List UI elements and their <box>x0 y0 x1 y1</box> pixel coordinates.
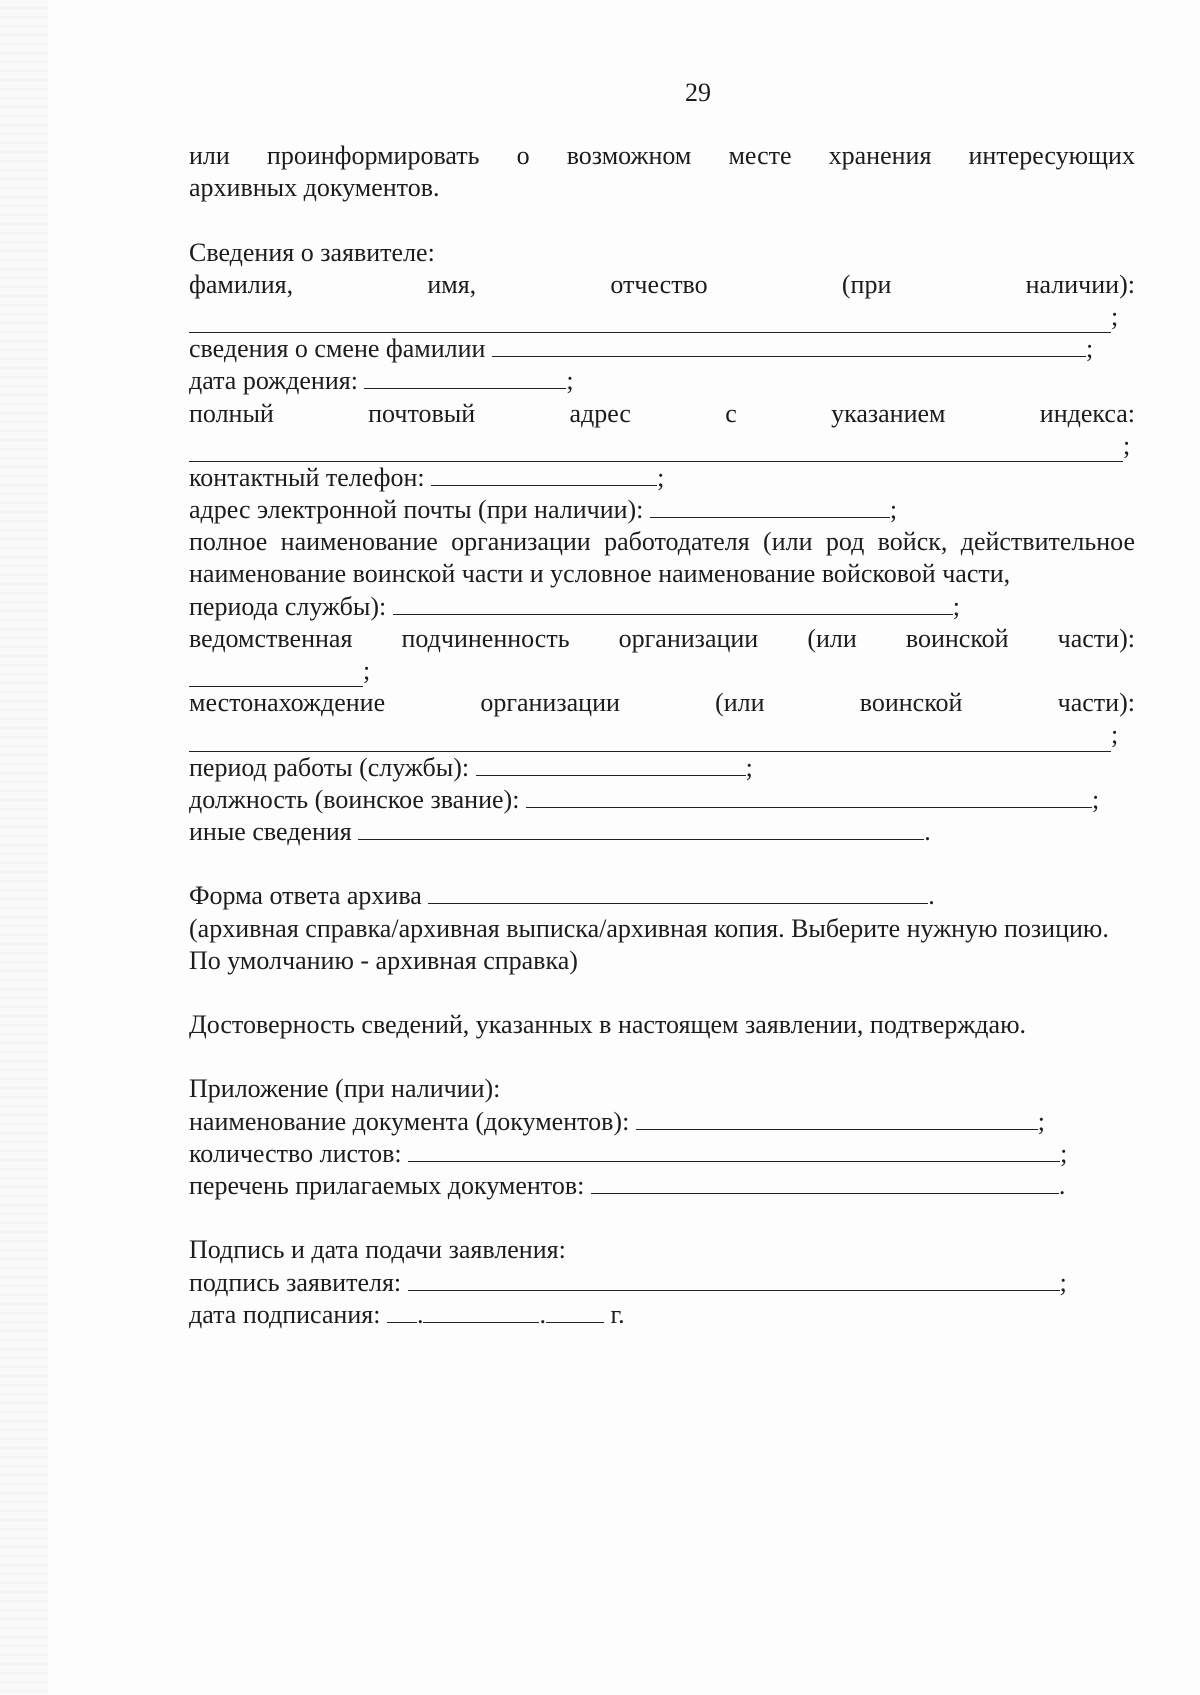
position-label: должность (воинское звание): <box>189 784 520 814</box>
date-separator: . <box>416 1299 424 1329</box>
address-word: индекса: <box>1039 398 1135 428</box>
field-end: ; <box>363 656 371 686</box>
location-field-row <box>189 719 1135 751</box>
subordination-word: воинской <box>905 623 1009 653</box>
position-line <box>189 784 1135 816</box>
field-end: ; <box>889 495 898 525</box>
date-year-field[interactable] <box>546 1300 604 1323</box>
email-field[interactable] <box>650 495 890 518</box>
field-end: ; <box>1091 784 1100 814</box>
location-word: (или <box>715 688 765 718</box>
location-word: воинской <box>859 688 963 718</box>
year-suffix: г. <box>610 1299 625 1329</box>
location-label-line <box>189 687 1135 719</box>
signing-date-line <box>189 1299 1135 1331</box>
response-form-line <box>189 880 1135 912</box>
intro-line-2: архивных документов. <box>189 173 440 203</box>
work-period-field[interactable] <box>476 753 746 776</box>
other-info-line <box>189 816 1135 848</box>
spacer <box>189 848 1135 880</box>
name-word: (при <box>841 269 892 299</box>
signature-label: подпись заявителя: <box>189 1267 402 1297</box>
intro-word: возможном <box>566 141 692 170</box>
field-end: ; <box>1123 430 1131 460</box>
birth-date-line <box>189 365 1135 397</box>
doc-name-label: наименование документа (документов): <box>189 1106 630 1136</box>
page-number: 29 <box>685 78 711 107</box>
birth-date-field[interactable] <box>364 366 566 389</box>
name-field-row <box>189 301 1135 333</box>
doc-name-field[interactable] <box>636 1107 1038 1130</box>
phone-label: контактный телефон: <box>189 462 425 492</box>
spacer <box>189 1202 1135 1234</box>
intro-word: или <box>189 141 230 170</box>
doc-list-label: перечень прилагаемых документов: <box>189 1171 585 1201</box>
sheets-label: количество листов: <box>189 1138 402 1168</box>
response-form-field[interactable] <box>428 881 928 904</box>
field-end: ; <box>952 591 960 621</box>
form-content <box>189 140 1135 1331</box>
subordination-word: части): <box>1057 623 1135 653</box>
address-word: указанием <box>831 398 946 428</box>
address-word: почтовый <box>368 398 476 428</box>
intro-word: проинформировать <box>266 141 480 170</box>
signature-field[interactable] <box>408 1268 1060 1291</box>
attachment-heading: Приложение (при наличии): <box>189 1074 501 1104</box>
subordination-word: подчиненность <box>401 623 570 653</box>
signature-heading: Подпись и дата подачи заявления: <box>189 1235 566 1265</box>
name-label-line <box>189 269 1135 301</box>
subordination-word: (или <box>807 623 857 653</box>
position-field[interactable] <box>526 785 1092 808</box>
address-word: полный <box>189 398 274 428</box>
confirmation-text: Достоверность сведений, указанных в настоящем заявлении, подтверждаю. <box>189 1010 1026 1040</box>
spacer <box>189 204 1135 236</box>
location-word: местонахождение <box>189 688 386 718</box>
postal-address-field[interactable] <box>189 439 1123 462</box>
surname-change-label: сведения о смене фамилии <box>189 334 486 364</box>
field-end: ; <box>1059 1267 1067 1297</box>
field-end: ; <box>1111 301 1119 331</box>
employer-field[interactable] <box>393 592 953 615</box>
surname-change-line <box>189 333 1135 365</box>
name-word: имя, <box>427 269 477 299</box>
email-line <box>189 494 1135 526</box>
scan-edge-artifact <box>0 0 48 1695</box>
address-label-line <box>189 398 1135 430</box>
address-field-row <box>189 430 1135 462</box>
intro-word: месте <box>728 141 792 170</box>
date-day-field[interactable] <box>387 1300 417 1323</box>
location-word: организации <box>480 688 620 718</box>
spacer <box>189 1041 1135 1073</box>
address-word: с <box>725 398 737 428</box>
name-word: наличии): <box>1025 269 1135 299</box>
service-period-line <box>189 591 1135 623</box>
field-end: . <box>928 881 935 911</box>
name-word: отчество <box>610 269 708 299</box>
birth-date-label: дата рождения: <box>189 366 358 396</box>
work-period-line <box>189 752 1135 784</box>
other-info-field[interactable] <box>358 817 924 840</box>
phone-field[interactable] <box>431 463 657 486</box>
doc-list-line <box>189 1170 1135 1202</box>
subordination-field[interactable] <box>189 664 363 687</box>
field-end: ; <box>566 366 574 396</box>
response-default: По умолчанию - архивная справка) <box>189 945 578 975</box>
location-field[interactable] <box>189 729 1111 752</box>
signature-line <box>189 1267 1135 1299</box>
surname-change-field[interactable] <box>492 334 1086 357</box>
address-word: адрес <box>569 398 631 428</box>
field-end: ; <box>745 752 753 782</box>
doc-name-line <box>189 1106 1135 1138</box>
work-period-label: период работы (службы): <box>189 752 470 782</box>
date-month-field[interactable] <box>423 1300 539 1323</box>
subordination-field-row <box>189 655 1135 687</box>
service-period-label: периода службы): <box>189 591 387 621</box>
email-label: адрес электронной почты (при наличии): <box>189 495 644 525</box>
intro-line-1 <box>189 140 1135 172</box>
employer-paragraph: полное наименование организации работодателя (или род войск, действительное наименование воинской части и условное наименование войсковой части, <box>189 527 1135 589</box>
applicant-heading: Сведения о заявителе: <box>189 237 435 267</box>
signing-date-label: дата подписания: <box>189 1299 381 1329</box>
phone-line <box>189 462 1135 494</box>
date-separator: . <box>539 1299 546 1329</box>
response-form-label: Форма ответа архива <box>189 881 422 911</box>
sheets-field[interactable] <box>408 1139 1060 1162</box>
sheets-line <box>189 1138 1135 1170</box>
subordination-word: ведомственная <box>189 623 353 653</box>
field-end: ; <box>1060 1138 1068 1168</box>
field-end: . <box>924 816 931 846</box>
field-end: . <box>1058 1171 1066 1201</box>
field-end: ; <box>1111 720 1119 750</box>
other-info-label: иные сведения <box>189 816 352 846</box>
location-word: части): <box>1057 688 1135 718</box>
subordination-label-line <box>189 623 1135 655</box>
name-word: фамилия, <box>189 269 294 299</box>
subordination-word: организации <box>618 623 759 653</box>
field-end: ; <box>1085 334 1094 364</box>
full-name-field[interactable] <box>189 310 1111 333</box>
intro-word: о <box>516 141 530 170</box>
field-end: ; <box>1037 1106 1046 1136</box>
intro-word: интересующих <box>968 141 1135 170</box>
doc-list-field[interactable] <box>591 1171 1059 1194</box>
response-options: (архивная справка/архивная выписка/архивная копия. Выберите нужную позицию. <box>189 913 1109 943</box>
spacer <box>189 977 1135 1009</box>
intro-word: хранения <box>828 141 932 170</box>
field-end: ; <box>657 462 665 492</box>
